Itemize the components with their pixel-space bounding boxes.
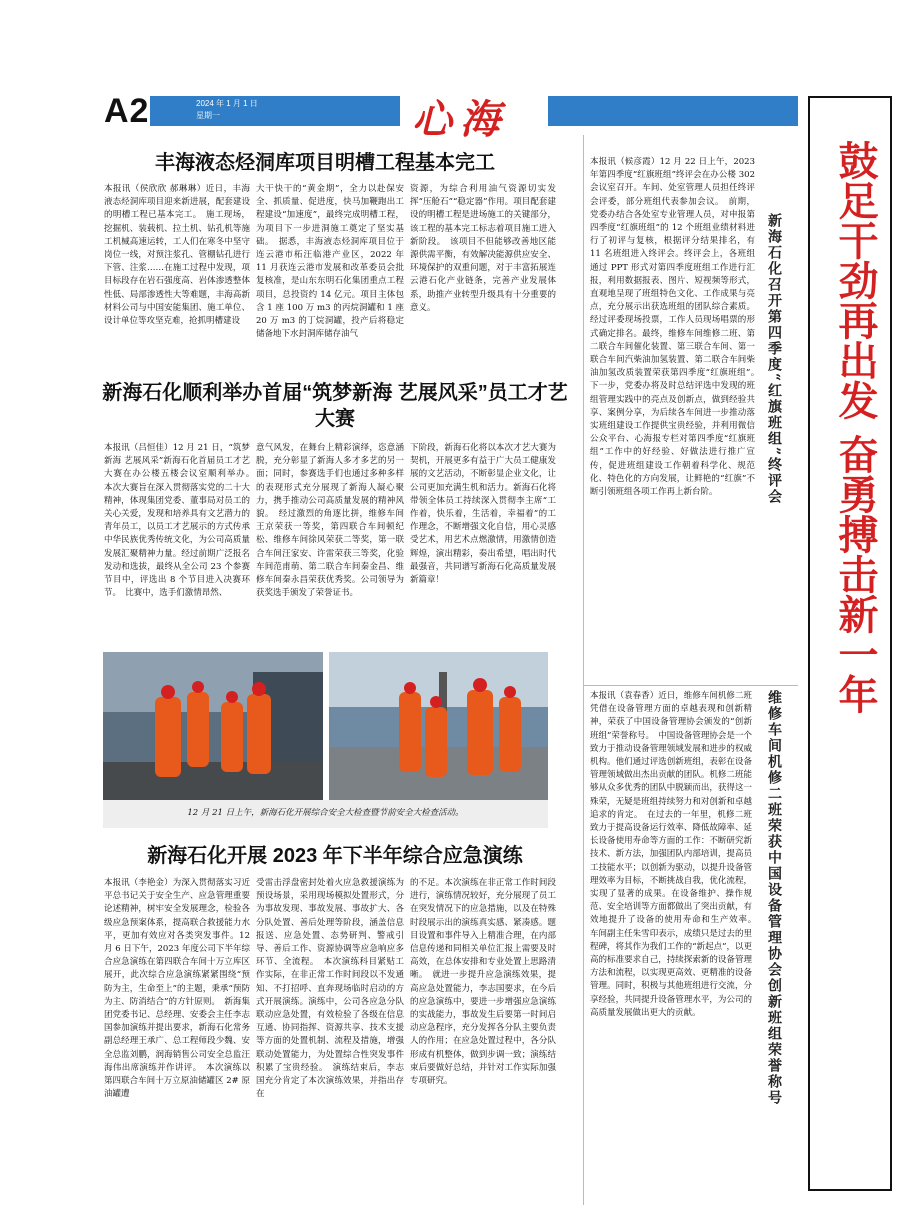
article1-col2: 大干快干的“黄金期”，全力以赴保安全、抓质量、促进度，快马加鞭跑出工程建设“加速度”，最终完成明槽工程，为项目下一步进洞施工奠定了坚实基础。 据悉，丰海液态烃洞库项目位于连云港市柘汪临港产业区，2022 年 11 月获连云港市发展和改革委员会批复核准，是山东东明石化集团重点工程项目，总投资约 14 亿元。项目主体包含 1 座 100 万 m3 的丙烷洞罐和 1 座 20 万 m3 的丁烷洞罐，投产后将稳定储备地下水封洞库储存油气: [256, 184, 404, 340]
article1-col3: 资源，为综合利用油气资源切实发挥“压舱石”“稳定器”作用。项目配套建设的明槽工程是进场施工的关键部分，该工程的基本完工标志着项目施工进入新阶段。 该项目不但能够改善地区能源供需平衡，有效解决能源供应安全、环境保护的双重问题，对于丰富拓展连云港石化产业链条，完善产业发展体系，助推产业转型升级具有十分重要的意义。: [410, 184, 556, 313]
newspaper-logo: 心海: [412, 96, 508, 143]
article1-title: 丰海液态烃洞库项目明槽工程基本完工: [155, 152, 495, 174]
issue-date: 2024 年 1 月 1 日: [196, 99, 258, 108]
section-divider: [583, 685, 798, 686]
masthead-bar-left: [150, 96, 400, 126]
article4-body: 本报讯（候彦霞）12 月 22 日上午，2023 年第四季度“红旗班组”终评会在办公楼 302 会议室召开。车间、处室管理人员担任终评会评委，部分班组代表参加会议。 前期，党委办结合各处室专业管理人员，对申报第四季度“红旗班组”的 12 个班组业绩材料进行了初评与复核，根据评分结果排名，有 11 名班组进入终评会。终评会上，各班组通过 PPT 形式对第四季度班组工作进行汇报，利用数据报表、图片、短视频等形式，直观地呈现了班组特色文化、工作成果与亮点，充分展示出获选班组的团队综合素质。经过评委现场投票，工作人员现场唱票的形式确定排名。最终，维修车间维修二班、第二联合车间催化装置、第三联合车间、第一联合车间汽柴油加氢装置、第二联合车间柴油加氢改质装置荣获第四季度“红旗班组”。 下一步，党委办将及时总结评选中发现的班组管理实践中的亮点及创新点，做到经验共享、案例分享，为后续各车间进一步推动落实班组建设工作提供宝贵经验，并利用微信公众平台、心海报专栏对第四季度“红旗班组”工作中的好经验、好做法进行推广宣传，促进班组建设工作朝着科学化、规范化、特色化的方向发展，让鲜艳的“红旗”不断引领班组各项工作再上新台阶。: [590, 157, 764, 498]
article3-col3: 的不足。本次演练在非正常工作时间段进行，演练情况较好，充分展现了员工在突发情况下的应急措施，以及在特殊时段展示出的演练真实感、紧凑感。题目设置和事件导入上精准合理，在内部信息传递和同相关单位汇报上需要及时高效，在总体安排和专业处置上思路清晰。 就进一步提升应急演练效果，提高应急处置能力，李志国要求，在今后的应急演练中，要进一步增强应急演练的实战能力，事故发生后要第一时间启动应急程序，充分发挥各分队主要负责人的作用；在应急处置过程中，各分队形成有机整体，做到步调一致；演练结束后要做好总结，并针对工作实际加强专项研究。: [410, 878, 556, 1087]
photo-caption: 12 月 21 日上午，新海石化开展综合安全大检查暨节前安全大检查活动。: [187, 808, 464, 818]
article3-col1: 本报讯（李艳金）为深入贯彻落实习近平总书记关于安全生产、应急管理重要论述精神，树牢安全发展理念，检验各级应急预案体系，提高联合救援能力水平，更加有效应对各类突发事件。12 月 6 日下午，2023 年度公司下半年综合应急演练在第四联合车间十万立库区展开，此次综合应急演练紧紧围绕“预防为主，生命至上”的主题，秉承“预防为主、防消结合”的方针原则。 新海集团党委书记、总经理、安委会主任李志国参加演练并提出要求，新海石化常务副总经理王承广、总工程师段少魏、安全总监刘鹏，润海销售公司安全总监汪海伟出席演练并作讲评。 本次演练以第四联合车间十万立原油储罐区 2# 原油罐遭: [104, 878, 250, 1100]
article2-title: 新海石化顺利举办首届“筑梦新海 艺展风采”员工才艺大赛: [102, 382, 568, 430]
page-number: A2: [104, 92, 150, 130]
masthead-bar-right: [548, 96, 798, 126]
sidebar-title: 鼓足干劲再出发 奋勇搏击新一年: [832, 140, 879, 714]
masthead-date: [196, 98, 258, 122]
article2-col2: 意气风发，在舞台上精彩演绎，恣意涵脱，充分彰显了新海人多才多艺的另一面；同时，参赛选手们也通过多种多样的表现形式充分展现了新海人凝心聚力，携手推动公司高质量发展的精神风貌。 经过激烈的角逐比拼，维修车间王京荣获一等奖，第四联合车间顿纪松、维修车间徐风荣获二等奖，第一联合车间汪家安、许雷荣获三等奖，化验车间范甫萌、第二联合车间秦金昌、维修车间秦永昌荣获优秀奖。公司领导为获奖选手颁发了荣誉证书。: [256, 443, 404, 599]
article2-col1: 本报讯（吕恒佳）12 月 21 日，“筑梦新海 艺展风采”新海石化首届员工才艺大赛在办公楼五楼会议室顺利举办。 本次大赛旨在深入贯彻落实党的二十大精神，体现集团党委、董事局对员工的关心关爱，发现和培养具有文艺潜力的青年员工，以员工才艺展示的方式传承中华民族优秀传统文化，为公司高质量发展汇聚精神力量。经过前期广泛报名发动和选拔，最终从全公司 23 个参赛节目中，评选出 8 个节目进入决赛环节。 比赛中，选手们激情昂然、: [104, 443, 259, 599]
inspection-photo-left: [103, 652, 323, 800]
article4-subtitle: 新海石化召开第四季度“红旗班组”终评会: [766, 213, 782, 506]
issue-weekday: 星期一: [196, 111, 220, 120]
article2-col3: 下阶段，新海石化将以本次才艺大赛为契机，开展更多有益于广大员工健康发展的文艺活动，不断彰显企业文化，让公司更加充满生机和活力。新海石化将带领全体员工持续深入贯彻李主席“工作着，快乐着，生活着，幸福着”的工作理念，不断增强文化自信，用心灵感受艺术，用艺术点燃激情，用激情创造辉煌，演出精彩，奏出希望，唱出时代最强音，共同谱写新海石化高质量发展新篇章！: [410, 443, 556, 586]
article5-body: 本报讯（袁春香）近日，维修车间机修二班凭借在设备管理方面的卓越表现和创新精神，荣获了中国设备管理协会颁发的“创新班组”荣誉称号。 中国设备管理协会是一个致力于推动设备管理领域发展和进步的权威机构。他们通过评选创新班组，表彰在设备管理领域做出杰出贡献的团队。机修二班能够从众多优秀的团队中脱颖而出，获得这一殊荣，无疑是班组持续努力和对创新和卓越追求的肯定。 在过去的一年里，机修二班致力于提高设备运行效率、降低故障率、延长设备使用寿命等方面的工作：不断研究新技术、新方法，加强团队内部培训，提高员工技能水平；以创新为驱动，以提升设备管理效率为目标，不断挑战自我，优化流程，实现了显著的成果。在设备维护、操作规范、安全培训等方面都做出了突出贡献，有效地提升了设备的使用寿命和生产效率。 车间副主任朱雪印表示，成绩只是过去的里程碑，将其作为我们工作的“新起点”，以更高的标准要求自己，持续探索新的设备管理方法和流程，以实现更高效、更精准的设备管理。同时，积极与其他班组进行交流，分享经验，共同提升设备管理水平，为公司的高质量发展做出更大的贡献。: [590, 691, 761, 1018]
article1-col1: 本报讯（侯欣欣 郝琳琳）近日，丰海液态烃洞库项目迎来新进展，配套建设的明槽工程已基本完工。 施工现场，挖掘机、装载机、拉土机、钻孔机等施工机械高速运转，工人们在寒冬中坚守岗位一线，对预注浆孔、管棚钻孔进行下管、注浆……在施工过程中发现，项目标段存在岩石强度高、岩体渗透整体性低、局部渗透性大等难题，丰海高新材料公司与中国安能集团、施工单位、设计单位等攻坚克难，抢抓明槽建设: [104, 184, 250, 327]
article5-subtitle: 维修车间机修二班荣获中国设备管理协会创新班组荣誉称号: [766, 690, 782, 1106]
article3-col2: 受雷击浮盘密封处着火应急救援演练为预设场景，采用现场模拟处置形式，分为事故发现、事故发展、事故扩大、各分队处置、善后处理等阶段，涵盖信息报送、应急处置、态势研判、警戒引导、善后工作、资源协调等应急响应多环节、全流程。 本次演练科目紧贴工作实际，在非正常工作时间段以不发通知、不打招呼、直奔现场临时启动的方式开展演练。演练中，公司各应急分队联动应急处置，有效检验了各级在信息互通、协同指挥、资源共享、技术支援等方面的处置机制、流程及措施，增强联动处置能力，为处置综合性突发事件积累了宝贵经验。 演练结束后，李志国充分肯定了本次演练效果，并指出存在: [256, 878, 404, 1100]
inspection-photo-right: [329, 652, 548, 800]
article3-title: 新海石化开展 2023 年下半年综合应急演练: [147, 845, 523, 867]
column-divider: [583, 135, 584, 1205]
